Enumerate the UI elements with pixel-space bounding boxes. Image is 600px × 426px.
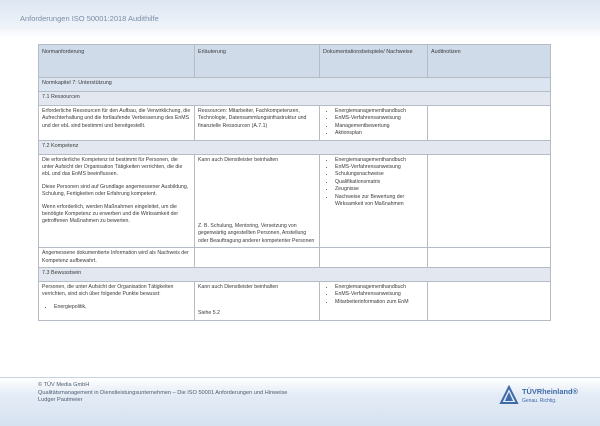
list-item: • EnMS-Verfahrensanweisung (335, 115, 424, 122)
requirement-text: Die erforderliche Kompetenz ist bestimmt für Personen, die unter Aufsicht der Organisation Tätigkeiten verrichten, die die ebL und das EnMS beeinflussen. (42, 156, 183, 178)
requirement-list (42, 304, 191, 311)
requirement-text: Erforderliche Ressourcen für den Aufbau, die Verwirklichung, die Aufrechterhaltung und die fortlaufende Verbesserung des EnMS und der ebL sind bestimmt und bereitgestellt. (42, 108, 191, 129)
requirement-cell (39, 106, 195, 141)
list-item: • Energiemanagementhandbuch (335, 108, 424, 115)
brand-name: TÜVRheinland® (522, 387, 578, 396)
table-row (39, 282, 551, 321)
audit-notes-cell[interactable] (428, 248, 551, 268)
requirement-text: Wenn erforderlich, werden Maßnahmen eingeleitet, um die benötigte Kompetenz zu erwerben und die Wirksamkeit der getroffenen Maßnahmen zu bewerten. (42, 203, 179, 225)
list-item: • EnMS-Verfahrensanweisung (335, 164, 424, 171)
col-header-requirement: Normanforderung (39, 45, 195, 78)
documentation-list (323, 157, 424, 209)
explanation-text: Ressourcen: Mitarbeiter, Fachkompetenzen, Technologie, Datensammlungsinfrastruktur und finanzielle Ressourcen (A.7.1) (198, 108, 307, 129)
chapter-title: Normkapitel 7: Unterstützung (39, 78, 551, 92)
audit-notes-cell[interactable] (428, 282, 551, 321)
document-title: Anforderungen ISO 50001:2018 Audithilfe (20, 14, 159, 23)
list-item: • Schulungsnachweise (335, 171, 424, 178)
explanation-text: Kann auch Dienstleister beinhalten (198, 284, 279, 291)
requirements-table (38, 44, 551, 321)
list-item: • Energiepolitik, (54, 304, 191, 311)
documentation-cell (320, 248, 428, 268)
list-item: • Managementbewertung (335, 123, 424, 130)
author-name: Ludger Pautmeier (38, 397, 83, 404)
explanation-cell (195, 282, 320, 321)
requirement-text: Diese Personen sind auf Grundlage angemessener Ausbildung, Schulung, Fertigkeiten oder Erfahrung kompetent. (42, 183, 189, 198)
chapter-row (39, 78, 551, 92)
copyright-text: © TÜV Media GmbH (38, 382, 90, 388)
section-title-7-3: 7.3 Bewusstsein (39, 268, 551, 282)
brand-tagline: Genau. Richtig. (522, 398, 557, 404)
col-header-audit-notes: Auditnotizen (428, 45, 551, 78)
explanation-cell (195, 154, 320, 248)
list-item: • Energiemanagementhandbuch (335, 157, 424, 164)
col-header-documentation: Dokumentationsbeispiele/ Nachweise (320, 45, 428, 78)
documentation-list (323, 108, 424, 138)
explanation-cell (195, 248, 320, 268)
list-item: • EnMS-Verfahrensanweisung (335, 291, 424, 298)
list-item: • Aktionsplan (335, 130, 424, 137)
table-row (39, 154, 551, 248)
requirement-cell (39, 154, 195, 248)
section-row-7-3 (39, 268, 551, 282)
audit-notes-cell[interactable] (428, 154, 551, 248)
list-item: • Mitarbeiterinformation zum EnM (335, 299, 424, 306)
audit-notes-cell[interactable] (428, 106, 551, 141)
explanation-cell (195, 106, 320, 141)
explanation-text: Kann auch Dienstleister beinhalten (198, 156, 279, 163)
documentation-cell (320, 154, 428, 248)
documentation-cell (320, 106, 428, 141)
requirements-table-sheet (38, 44, 550, 321)
documentation-cell (320, 282, 428, 321)
section-title-7-2: 7.2 Kompetenz (39, 140, 551, 154)
list-item: • Nachweise zur Bewertung der Wirksamkeit von Maßnahmen (335, 194, 424, 209)
list-item: • Qualifikationsmatrix (335, 179, 424, 186)
section-row-7-2 (39, 140, 551, 154)
list-item: • Energiemanagementhandbuch (335, 284, 424, 291)
col-header-explanation: Erläuterung (195, 45, 320, 78)
requirement-cell (39, 248, 195, 268)
list-item: • Zeugnisse (335, 186, 424, 193)
requirement-cell (39, 282, 195, 321)
documentation-list (323, 284, 424, 306)
requirement-text: Angemessene dokumentierte Information wird als Nachweis der Kompetenz aufbewahrt. (42, 250, 189, 264)
publication-title: Qualitätsmanagement in Dienstleistungsunternehmen – Die ISO 50001 Anforderungen und Hinweise (38, 389, 288, 396)
explanation-text: Siehe 5.2 (198, 310, 220, 317)
section-row-7-1 (39, 92, 551, 106)
footer-text (38, 382, 287, 405)
table-row (39, 248, 551, 268)
table-header-row (39, 45, 551, 78)
requirement-text: Personen, die unter Aufsicht der Organisation Tätigkeiten verrichten, sind sich über folgende Punkte bewusst: (42, 284, 174, 298)
section-title-7-1: 7.1 Ressourcen (39, 92, 551, 106)
explanation-text: Z. B. Schulung, Mentoring, Versetzung von gegenwärtig angestellten Personen, Anstellung oder Beauftragung anderer kompetenter Personen (198, 223, 315, 244)
table-row (39, 106, 551, 141)
